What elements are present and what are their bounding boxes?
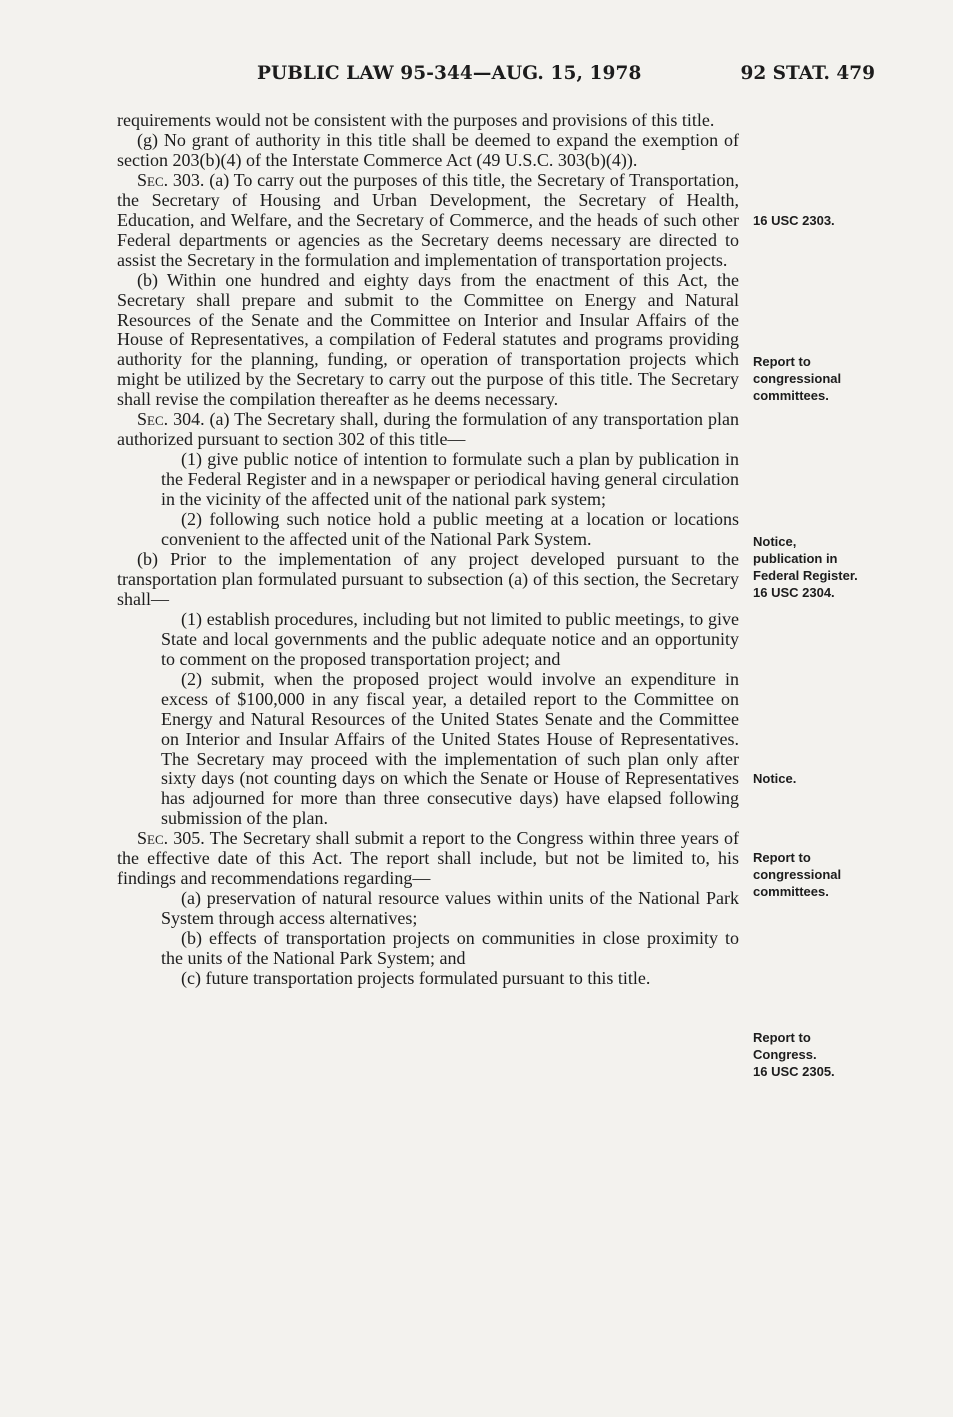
paragraph: (a) preservation of natural resource values within units of the National Park System through access alternatives; <box>161 888 739 929</box>
header-title: PUBLIC LAW 95-344—AUG. 15, 1978 <box>257 63 642 84</box>
body-text <box>117 111 739 989</box>
section-label: Sec. 304. <box>137 409 205 430</box>
margin-note-notice-federal-register: Notice, publication in Federal Register. 16 USC 2304. <box>753 534 858 600</box>
section-text: (a) To carry out the purposes of this title, the Secretary of Transportation, the Secretary of Housing and Urban Development, the Secretary of Health, Education, and Welfare, and the Secretary of Commerce, and the heads of such other Federal departments or agencies as the Secretary deems necessary are directed to assist the Secretary in the formulation and implementation of transportation projects. <box>117 169 739 270</box>
page-header <box>0 63 953 91</box>
statute-page-number: 92 STAT. 479 <box>740 63 875 84</box>
paragraph: (1) give public notice of intention to formulate such a plan by publication in the Federal Register and in a newspaper or periodical having general circulation in the vicinity of the affected unit of the national park system; <box>161 449 739 510</box>
margin-note-notice: Notice. <box>753 771 797 786</box>
paragraph: (2) following such notice hold a public meeting at a location or locations convenient to the affected unit of the National Park System. <box>161 509 739 550</box>
section-label: Sec. 303. <box>137 169 205 190</box>
margin-note-report-committees-2: Report to congressional committees. <box>753 850 842 899</box>
paragraph: (g) No grant of authority in this title shall be deemed to expand the exemption of section 203(b)(4) of the Interstate Commerce Act (49 U.S.C. 303(b)(4)). <box>117 129 739 170</box>
paragraph: requirements would not be consistent with the purposes and provisions of this title. <box>117 110 715 130</box>
paragraph: (1) establish procedures, including but not limited to public meetings, to give State and local governments and the public adequate notice and an opportunity to comment on the proposed transportation project; and <box>161 608 739 669</box>
paragraph <box>117 829 739 889</box>
margin-note-report-committees: Report to congressional committees. <box>753 354 842 403</box>
paragraph <box>117 171 739 271</box>
paragraph: (c) future transportation projects formulated pursuant to this title. <box>181 967 651 988</box>
section-text: (a) The Secretary shall, during the formulation of any transportation plan authorized pursuant to section 302 of this title— <box>117 409 739 450</box>
paragraph <box>117 410 739 450</box>
paragraph: (b) Prior to the implementation of any project developed pursuant to the transportation plan formulated pursuant to subsection (a) of this section, the Secretary shall— <box>117 548 739 609</box>
margin-note-report-congress: Report to Congress. 16 USC 2305. <box>753 1030 835 1079</box>
paragraph: (b) effects of transportation projects on communities in close proximity to the units of the National Park System; and <box>161 928 739 969</box>
section-text: The Secretary shall submit a report to the Congress within three years of the effective date of this Act. The report shall include, but not be limited to, his findings and recommendations regarding— <box>117 828 740 889</box>
margin-note-usc-2303: 16 USC 2303. <box>753 213 835 228</box>
paragraph: (2) submit, when the proposed project would involve an expenditure in excess of $100,000 in any fiscal year, a detailed report to the Committee on Energy and Natural Resources of the United States Senate and the Committee on Interior and Insular Affairs of the United States House of Representatives. The Secretary may proceed with the implementation of such plan only after sixty days (not counting days on which the Senate or House of Representatives has adjourned for more than three consecutive days) have elapsed following submission of the plan. <box>161 668 739 829</box>
paragraph: (b) Within one hundred and eighty days from the enactment of this Act, the Secretary shall prepare and submit to the Committee on Energy and Natural Resources of the Senate and the Committee on Interior and Insular Affairs of the House of Representatives, a compilation of Federal statutes and programs providing authority for the planning, funding, or operation of transportation projects which might be utilized by the Secretary to carry out the purpose of this title. The Secretary shall revise the compilation thereafter as he deems necessary. <box>117 269 739 410</box>
section-label: Sec. 305. <box>137 828 205 849</box>
